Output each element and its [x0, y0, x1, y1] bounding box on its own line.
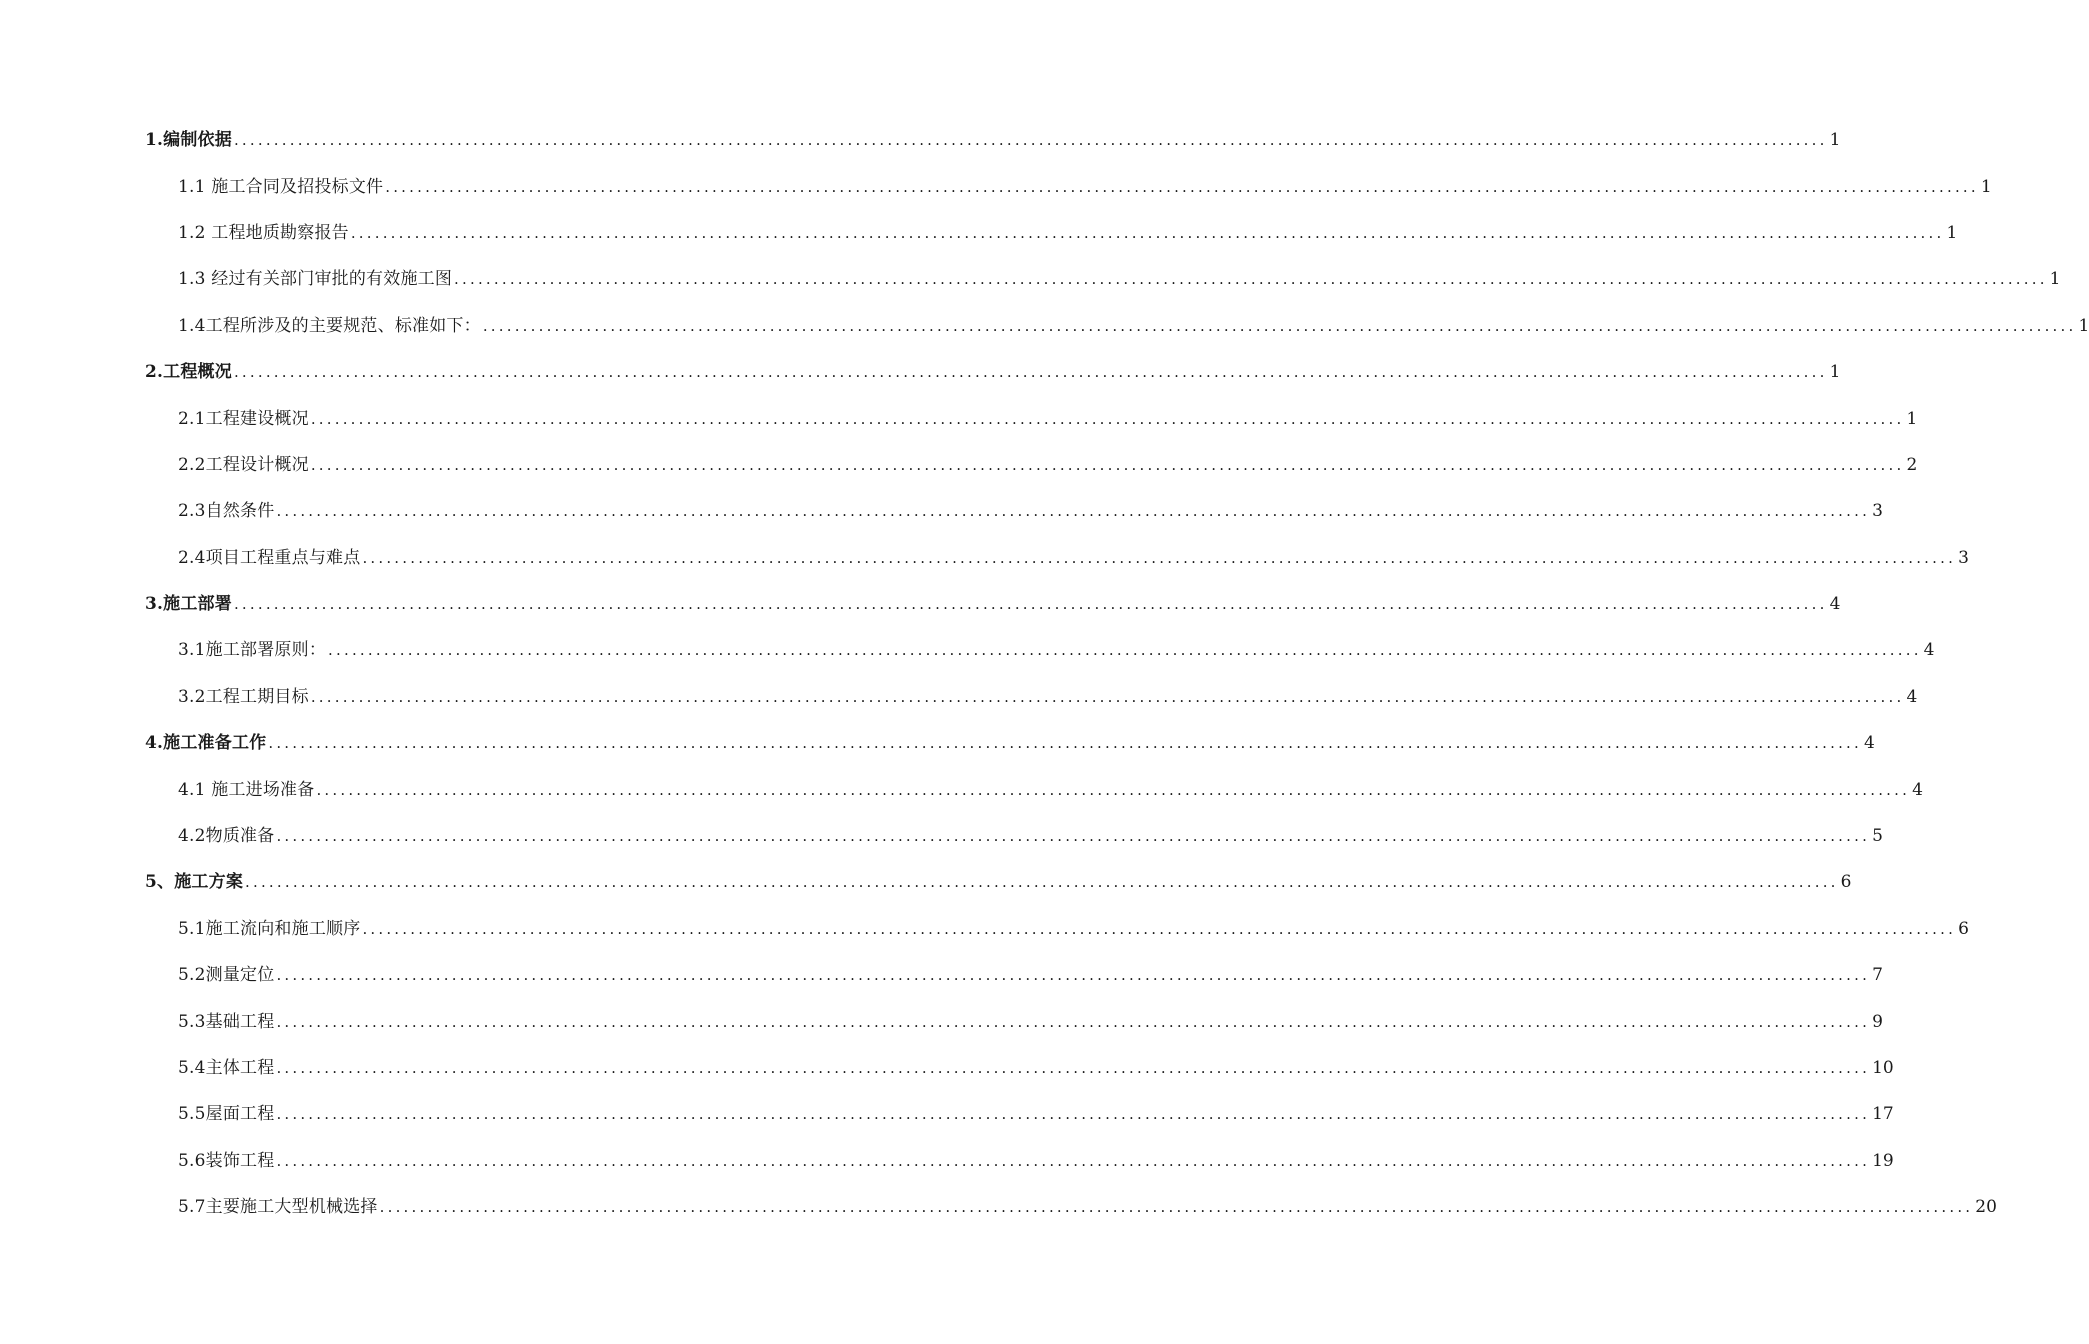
toc-subsection-entry[interactable] [0, 813, 1883, 859]
toc-dot-leader: ........................................................................................................................................................................................................ [268, 734, 1862, 753]
toc-subsection-entry[interactable] [0, 488, 1883, 534]
toc-subsection-entry[interactable] [0, 395, 1918, 441]
toc-page-number: 4 [1863, 733, 1875, 754]
toc-section-entry[interactable] [0, 720, 1875, 766]
toc-entry-label: 5.4主体工程 [178, 1058, 275, 1078]
toc-dot-leader: ........................................................................................................................................................................................................ [276, 1105, 1871, 1124]
toc-subsection-entry[interactable] [0, 1184, 1997, 1230]
toc-entry-label: 4.2物质准备 [178, 826, 275, 847]
toc-entry-label: 3.2工程工期目标 [178, 686, 309, 707]
toc-dot-leader: ........................................................................................................................................................................................................ [379, 1198, 1974, 1217]
toc-section-entry[interactable] [0, 859, 1852, 905]
toc-entry-label: 2.工程概况 [145, 362, 232, 383]
toc-dot-leader: ........................................................................................................................................................................................................ [276, 1012, 1871, 1031]
toc-page-number: 9 [1872, 1011, 1883, 1032]
toc-subsection-entry[interactable] [0, 998, 1883, 1044]
toc-dot-leader: ........................................................................................................................................................................................................ [245, 873, 1839, 892]
toc-subsection-entry[interactable] [0, 1138, 1894, 1184]
toc-page-number: 1 [2078, 315, 2089, 336]
toc-page-number: 4 [1912, 779, 1923, 800]
toc-entry-label: 4.1 施工进场准备 [178, 779, 315, 800]
toc-entry-label: 5.7主要施工大型机械选择 [178, 1197, 378, 1218]
toc-section-entry[interactable] [0, 117, 1841, 163]
toc-subsection-entry[interactable] [0, 674, 1918, 720]
toc-entry-label: 1.2 工程地质勘察报告 [178, 222, 349, 243]
toc-section-entry[interactable] [0, 581, 1841, 627]
toc-subsection-entry[interactable] [0, 1045, 1894, 1091]
toc-subsection-entry[interactable] [0, 1091, 1894, 1137]
toc-dot-leader: ........................................................................................................................................................................................................ [276, 1059, 1871, 1077]
toc-page-number: 1 [1829, 130, 1841, 151]
toc-dot-leader: ........................................................................................................................................................................................................ [233, 131, 1828, 150]
toc-entry-label: 2.4项目工程重点与难点 [178, 547, 361, 568]
toc-page-number: 2 [1906, 454, 1918, 475]
toc-page-number: 3 [1872, 501, 1883, 522]
toc-page-number: 1 [1980, 176, 1992, 197]
toc-dot-leader: ........................................................................................................................................................................................................ [454, 270, 2048, 289]
toc-subsection-entry[interactable] [0, 163, 1992, 209]
toc-page-number: 10 [1872, 1058, 1894, 1078]
toc-page-number: 6 [1840, 872, 1852, 893]
toc-subsection-entry[interactable] [0, 766, 1923, 812]
toc-dot-leader: ........................................................................................................................................................................................................ [482, 316, 2077, 335]
toc-dot-leader: ........................................................................................................................................................................................................ [316, 780, 1911, 799]
toc-dot-leader: ........................................................................................................................................................................................................ [233, 363, 1828, 382]
toc-entry-label: 5、施工方案 [145, 872, 244, 893]
toc-dot-leader: ........................................................................................................................................................................................................ [276, 502, 1871, 521]
toc-page-number: 1 [1946, 222, 1958, 243]
toc-entry-label: 1.编制依据 [145, 130, 232, 151]
toc-subsection-entry[interactable] [0, 210, 1958, 256]
toc-entry-label: 1.3 经过有关部门审批的有效施工图 [178, 269, 453, 290]
toc-dot-leader: ........................................................................................................................................................................................................ [362, 548, 1957, 567]
toc-page-number: 6 [1958, 918, 1969, 939]
toc-entry-label: 2.3自然条件 [178, 501, 275, 522]
toc-dot-leader: ........................................................................................................................................................................................................ [310, 409, 1905, 428]
toc-page-number: 4 [1923, 640, 1935, 661]
toc-dot-leader: ........................................................................................................................................................................................................ [276, 827, 1871, 846]
toc-entry-label: 1.1 施工合同及招投标文件 [178, 176, 384, 197]
toc-entry-label: 1.4工程所涉及的主要规范、标准如下： [178, 315, 481, 336]
toc-entry-label: 2.2工程设计概况 [178, 454, 309, 475]
toc-entry-label: 5.1施工流向和施工顺序 [178, 918, 361, 939]
toc-subsection-entry[interactable] [0, 906, 1969, 952]
toc-page-number: 4 [1829, 594, 1841, 615]
toc-dot-leader: ........................................................................................................................................................................................................ [310, 455, 1905, 474]
toc-dot-leader: ........................................................................................................................................................................................................ [350, 223, 1945, 242]
table-of-contents [0, 117, 2089, 1230]
toc-dot-leader: ........................................................................................................................................................................................................ [276, 1151, 1871, 1170]
toc-subsection-entry[interactable] [0, 303, 2089, 349]
toc-entry-label: 3.1施工部署原则： [178, 640, 327, 661]
toc-dot-leader: ........................................................................................................................................................................................................ [276, 966, 1871, 985]
toc-page-number: 17 [1872, 1104, 1894, 1125]
toc-dot-leader: ........................................................................................................................................................................................................ [328, 641, 1922, 660]
toc-page-number: 4 [1906, 686, 1918, 707]
toc-page-number: 7 [1872, 965, 1883, 986]
toc-dot-leader: ........................................................................................................................................................................................................ [233, 595, 1828, 614]
toc-subsection-entry[interactable] [0, 952, 1883, 998]
toc-entry-label: 5.2测量定位 [178, 965, 275, 986]
toc-entry-label: 5.3基础工程 [178, 1011, 275, 1032]
toc-dot-leader: ........................................................................................................................................................................................................ [385, 177, 1979, 196]
toc-entry-label: 3.施工部署 [145, 594, 232, 615]
toc-page-number: 1 [1906, 408, 1918, 429]
toc-entry-label: 5.5屋面工程 [178, 1104, 275, 1125]
toc-page-number: 20 [1975, 1197, 1997, 1218]
toc-dot-leader: ........................................................................................................................................................................................................ [310, 687, 1905, 706]
toc-entry-label: 5.6装饰工程 [178, 1150, 275, 1171]
toc-section-entry[interactable] [0, 349, 1841, 395]
toc-subsection-entry[interactable] [0, 256, 2061, 302]
toc-page-number: 1 [2049, 269, 2061, 290]
toc-subsection-entry[interactable] [0, 442, 1918, 488]
toc-page-number: 19 [1872, 1150, 1894, 1171]
toc-page-number: 5 [1872, 826, 1883, 847]
toc-subsection-entry[interactable] [0, 535, 1969, 581]
toc-page-number: 3 [1958, 547, 1969, 568]
toc-page-number: 1 [1829, 362, 1841, 383]
toc-dot-leader: ........................................................................................................................................................................................................ [362, 919, 1957, 938]
toc-entry-label: 2.1工程建设概况 [178, 408, 309, 429]
toc-entry-label: 4.施工准备工作 [145, 733, 267, 754]
toc-subsection-entry[interactable] [0, 627, 1935, 673]
